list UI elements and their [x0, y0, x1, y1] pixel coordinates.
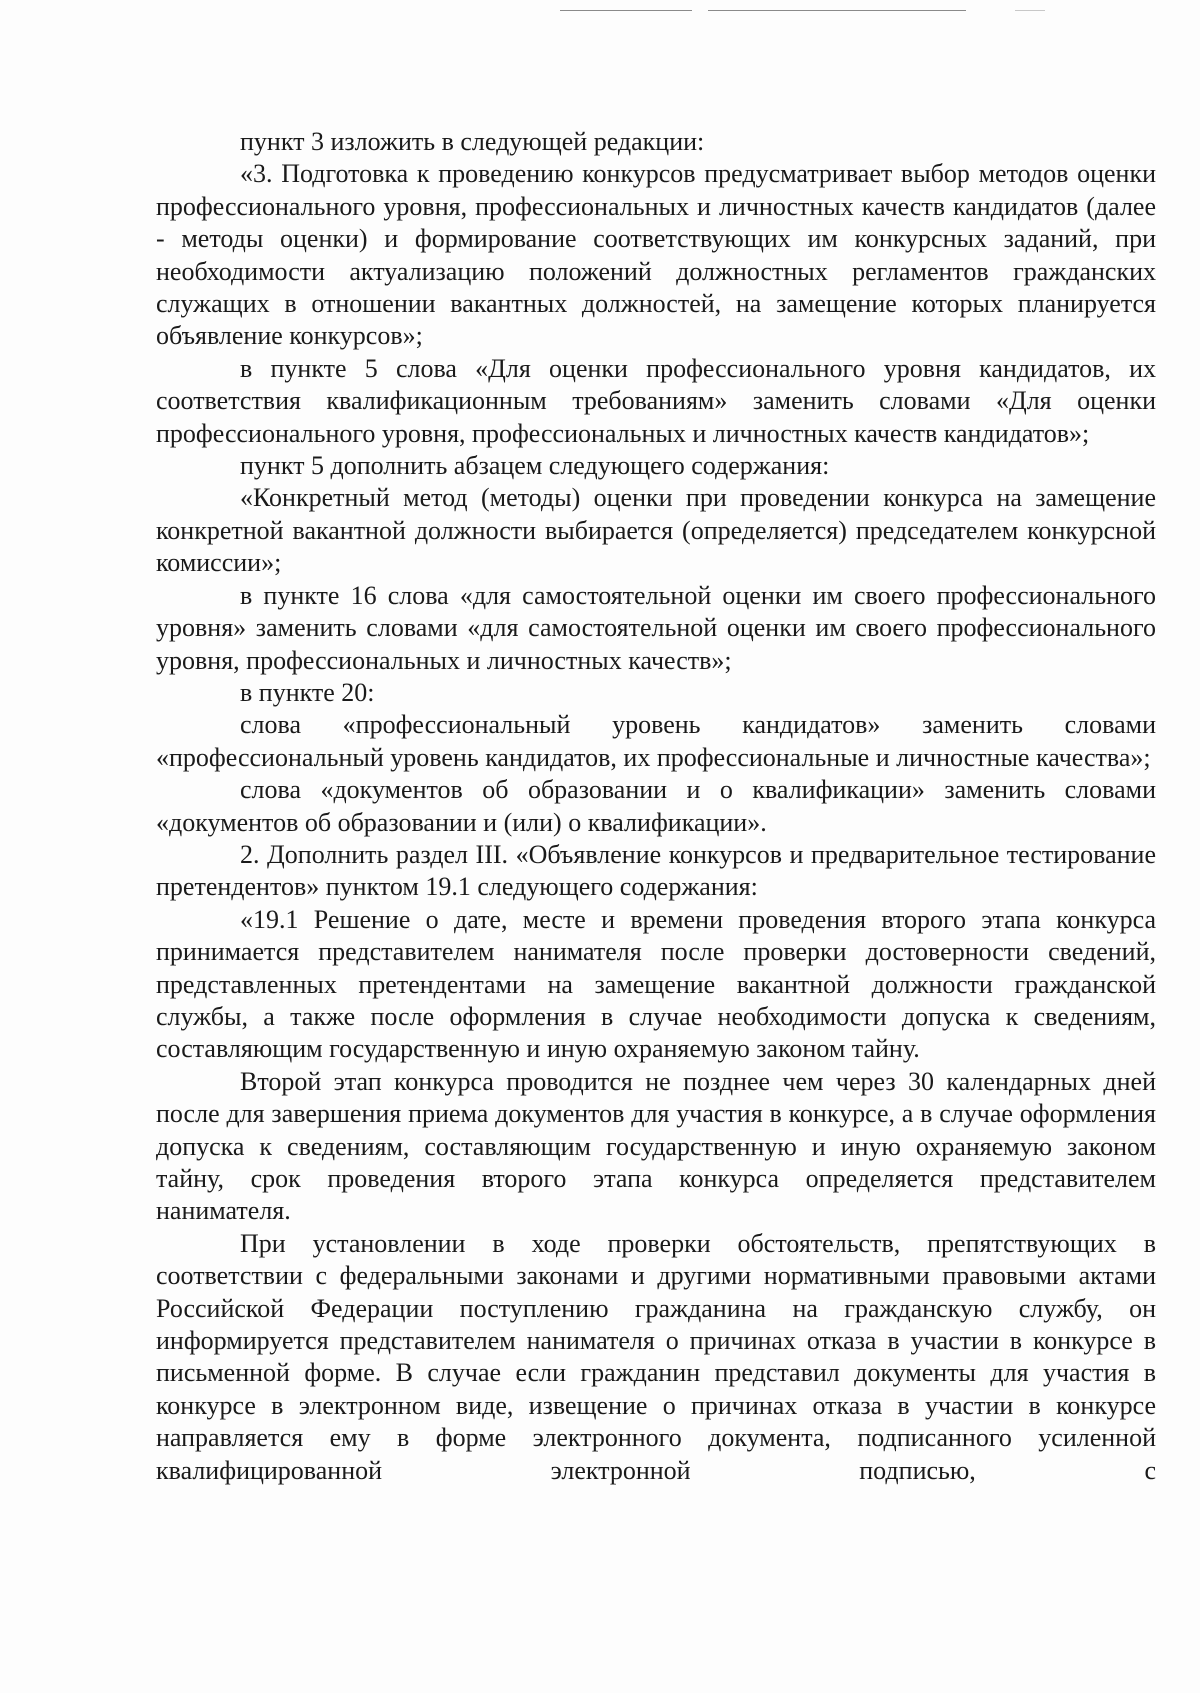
paragraph: «3. Подготовка к проведению конкурсов предусматривает выбор методов оценки профессионального уровня, профессиональных и личностных качеств кандидатов (далее - методы оценки) и формирование соответствующих им конкурсных заданий, при необходимости актуализацию положений должностных регламентов гражданских служащих в отношении вакантных должностей, на замещение которых планируется объявление конкурсов»;: [156, 159, 1156, 351]
paragraph: в пункте 16 слова «для самостоятельной оценки им своего профессионального уровня» заменить словами «для самостоятельной оценки им своего профессионального уровня, профессиональных и личностных качеств»;: [156, 580, 1156, 675]
paragraph: «Конкретный метод (методы) оценки при проведении конкурса на замещение конкретной вакантной должности выбирается (определяется) председателем конкурсной комиссии»;: [156, 483, 1156, 578]
scan-top-rule: [708, 10, 966, 11]
scan-top-rule: [1015, 10, 1045, 11]
scan-top-rule: [560, 10, 692, 11]
paragraph: слова «профессиональный уровень кандидатов» заменить словами «профессиональный уровень кандидатов, их профессиональные и личностные качества»;: [156, 710, 1156, 772]
document-body: [156, 126, 1156, 1487]
paragraph: в пункте 20:: [240, 677, 375, 707]
paragraph: При установлении в ходе проверки обстоятельств, препятствующих в соответствии с федеральными законами и другими нормативными правовыми актами Российской Федерации поступлению гражданина на гражданскую службу, он информируется представителем нанимателя о причинах отказа в участии в конкурсе в письменной форме. В случае если гражданин представил документы для участия в конкурсе в электронном виде, извещение о причинах отказа в участии в конкурсе направляется ему в форме электронного документа, подписанного усиленной квалифицированной электронной подписью, с: [156, 1228, 1156, 1485]
paragraph: слова «документов об образовании и о квалификации» заменить словами «документов об образовании и (или) о квалификации».: [156, 775, 1156, 837]
paragraph: пункт 3 изложить в следующей редакции:: [240, 127, 705, 156]
paragraph: Второй этап конкурса проводится не позднее чем через 30 календарных дней после для завершения приема документов для участия в конкурсе, а в случае оформления допуска к сведениям, составляющим государственную и иную охраняемую законом тайну, срок проведения второго этапа конкурса определяется представителем нанимателя.: [156, 1066, 1156, 1226]
paragraph: в пункте 5 слова «Для оценки профессионального уровня кандидатов, их соответствия квалификационным требованиям» заменить словами «Для оценки профессионального уровня, профессиональных и личностных качеств кандидатов»;: [156, 353, 1156, 448]
paragraph: 2. Дополнить раздел III. «Объявление конкурсов и предварительное тестирование претендентов» пунктом 19.1 следующего содержания:: [156, 839, 1156, 902]
paragraph: пункт 5 дополнить абзацем следующего содержания:: [240, 451, 830, 481]
paragraph: «19.1 Решение о дате, месте и времени проведения второго этапа конкурса принимается представителем нанимателя после проверки достоверности сведений, представленных претендентами на замещение вакантной должности гражданской службы, а также после оформления в случае необходимости допуска к сведениям, составляющим государственную и иную охраняемую законом тайну.: [156, 904, 1156, 1064]
